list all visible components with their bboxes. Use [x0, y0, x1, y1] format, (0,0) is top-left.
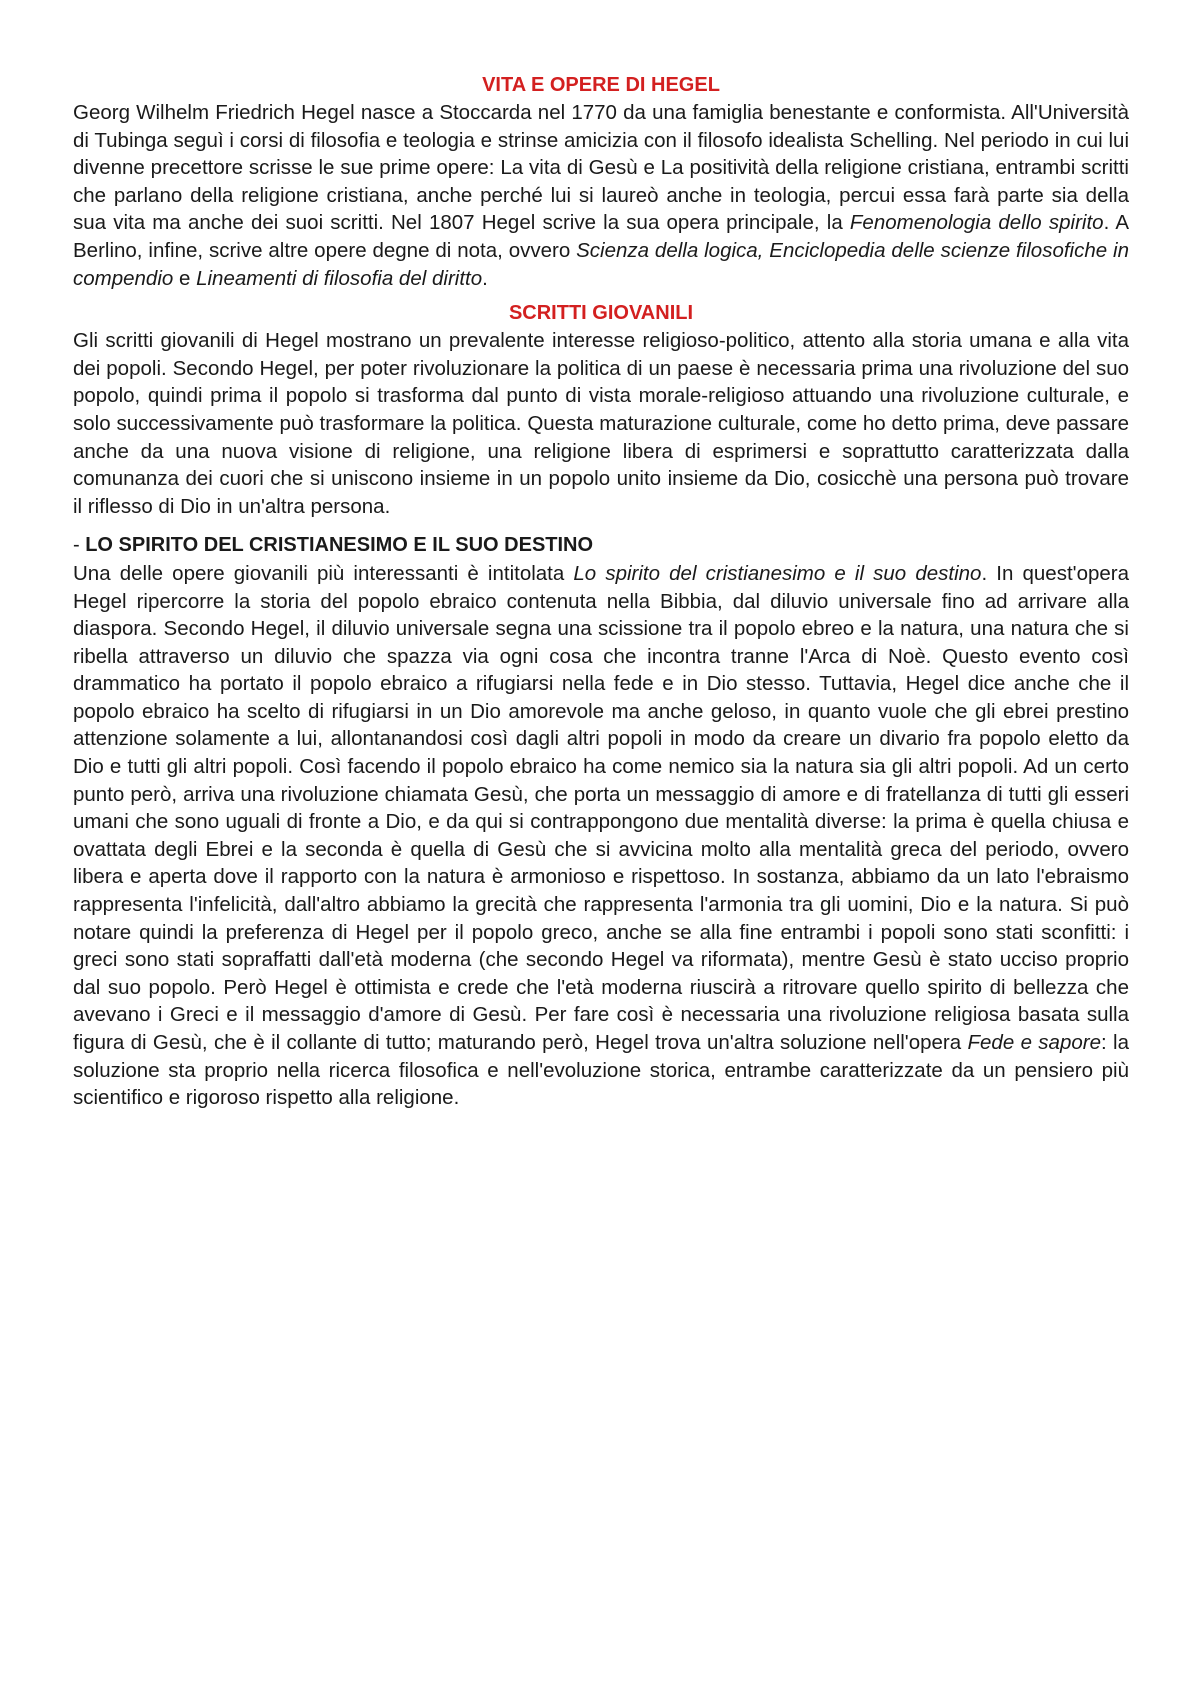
subheading-title: LO SPIRITO DEL CRISTIANESIMO E IL SUO DESTINO	[85, 534, 594, 557]
document-page	[73, 72, 1129, 1112]
subheading-spirito-cristianesimo	[73, 532, 1129, 560]
spacer	[73, 292, 1129, 300]
text-run: . In quest'opera Hegel ripercorre la storia del popolo ebraico contenuta nella Bibbia, dal diluvio universale fino ad arrivare alla diaspora. Secondo Hegel, il diluvio universale segna una scissione tra il popolo ebreo e la natura, una natura che si ribella attraverso un diluvio che spazza via ogni cosa che incontra tranne l'Arca di Noè. Questo evento così drammatico ha portato il popolo ebraico a rifugiarsi nella fede e in Dio stesso. Tuttavia, Hegel dice anche che il popolo ebraico ha scelto di rifugiarsi in un Dio amorevole ma anche geloso, in quanto vuole che gli ebrei prestino attenzione solamente a lui, allontanandosi così dagli altri popoli in modo da creare un divario fra popolo eletto da Dio e tutti gli altri popoli. Così facendo il popolo ebraico ha come nemico sia la natura sia gli altri popoli. Ad un certo punto però, arriva una rivoluzione chiamata Gesù, che porta un messaggio di amore e di fratellanza di tutti gli esseri umani che sono uguali di fronte a Dio, e da qui si contrappongono due mentalità diverse: la prima è quella chiusa e ovattata degli Ebrei e la seconda è quella di Gesù che si avvicina molto alla mentalità greca del periodo, ovvero libera e aperta dove il rapporto con la natura è armonioso e rispettoso. In sostanza, abbiamo da un lato l'ebraismo rappresenta l'infelicità, dall'altro abbiamo la grecità che rappresenta l'armonia tra gli uomini, Dio e la natura. Si può notare quindi la preferenza di Hegel per il popolo greco, anche se alla fine entrambi i popoli sono stati sconfitti: i greci sono stati sopraffatti dall'età moderna (che secondo Hegel va riformata), mentre Gesù è stato ucciso proprio dal suo popolo. Però Hegel è ottimista e crede che l'età moderna riuscirà a ritrovare quello spirito di bellezza che avevano i Greci e il messaggio d'amore di Gesù. Per fare così è necessaria una rivoluzione religiosa basata sulla figura di Gesù, che è il collante di tutto; maturando però, Hegel trova un'altra soluzione nell'opera	[73, 561, 1129, 1054]
bullet-dash: -	[73, 534, 86, 557]
work-title-lineamenti: Lineamenti di filosofia del diritto	[196, 266, 483, 290]
work-title-fenomenologia: Fenomenologia dello spirito	[849, 211, 1104, 235]
work-title-fede-e-sapore: Fede e sapore	[967, 1031, 1101, 1054]
text-run: e	[173, 266, 197, 290]
spacer	[73, 520, 1129, 532]
text-run: : la soluzione sta proprio nella ricerca filosofica e nell'evoluzione storica, entrambe caratterizzate da un pensiero più scientifico e rigoroso rispetto alla religione.	[73, 1031, 1129, 1110]
text-run: Una delle opere giovanili più interessanti è intitolata	[73, 561, 574, 585]
paragraph-scritti-giovanili: Gli scritti giovanili di Hegel mostrano un prevalente interesse religioso-politico, attento alla storia umana e alla vita dei popoli. Secondo Hegel, per poter rivoluzionare la politica di un paese è necessaria prima una rivoluzione del suo popolo, quindi prima il popolo si trasforma dal punto di vista morale-religioso attuando una rivoluzione culturale, e solo successivamente può trasformare la politica. Questa maturazione culturale, come ho detto prima, deve passare anche da una nuova visione di religione, una religione libera di esprimersi e soprattutto caratterizzata dalla comunanza dei cuori che si uniscono insieme in un popolo unito insieme da Dio, cosicchè una persona può trovare il riflesso di Dio in un'altra persona.	[73, 329, 1129, 518]
heading-vita-e-opere: VITA E OPERE DI HEGEL	[482, 74, 720, 96]
paragraph-vita-e-opere	[73, 99, 1129, 292]
work-title-scienza-logica: Scienza della logica, Enciclopedia delle scienze filosofiche in compendio	[73, 238, 1129, 290]
heading-scritti-giovanili: SCRITTI GIOVANILI	[508, 302, 694, 325]
paragraph-spirito-cristianesimo	[73, 560, 1129, 1112]
text-run: Georg Wilhelm Friedrich Hegel nasce a Stoccarda nel 1770 da una famiglia benestante e conformista. All'Università di Tubinga seguì i corsi di filosofia e teologia e strinse amicizia con il filosofo idealista Schelling. Nel periodo in cui lui divenne precettore scrisse le sue prime opere: La vita di Gesù e La positività della religione cristiana, entrambi scritti che parlano della religione cristiana, anche perché lui si laureò anche in teologia, percui essa farà parte sia della sua vita ma anche dei suoi scritti. Nel 1807 Hegel scrive la sua opera principale, la	[73, 101, 1129, 235]
text-run: .	[482, 266, 488, 290]
text-run: . A Berlino, infine, scrive altre opere degne di nota, ovvero	[73, 211, 1129, 262]
work-title-spirito-cristianesimo: Lo spirito del cristianesimo e il suo destino	[573, 561, 982, 585]
